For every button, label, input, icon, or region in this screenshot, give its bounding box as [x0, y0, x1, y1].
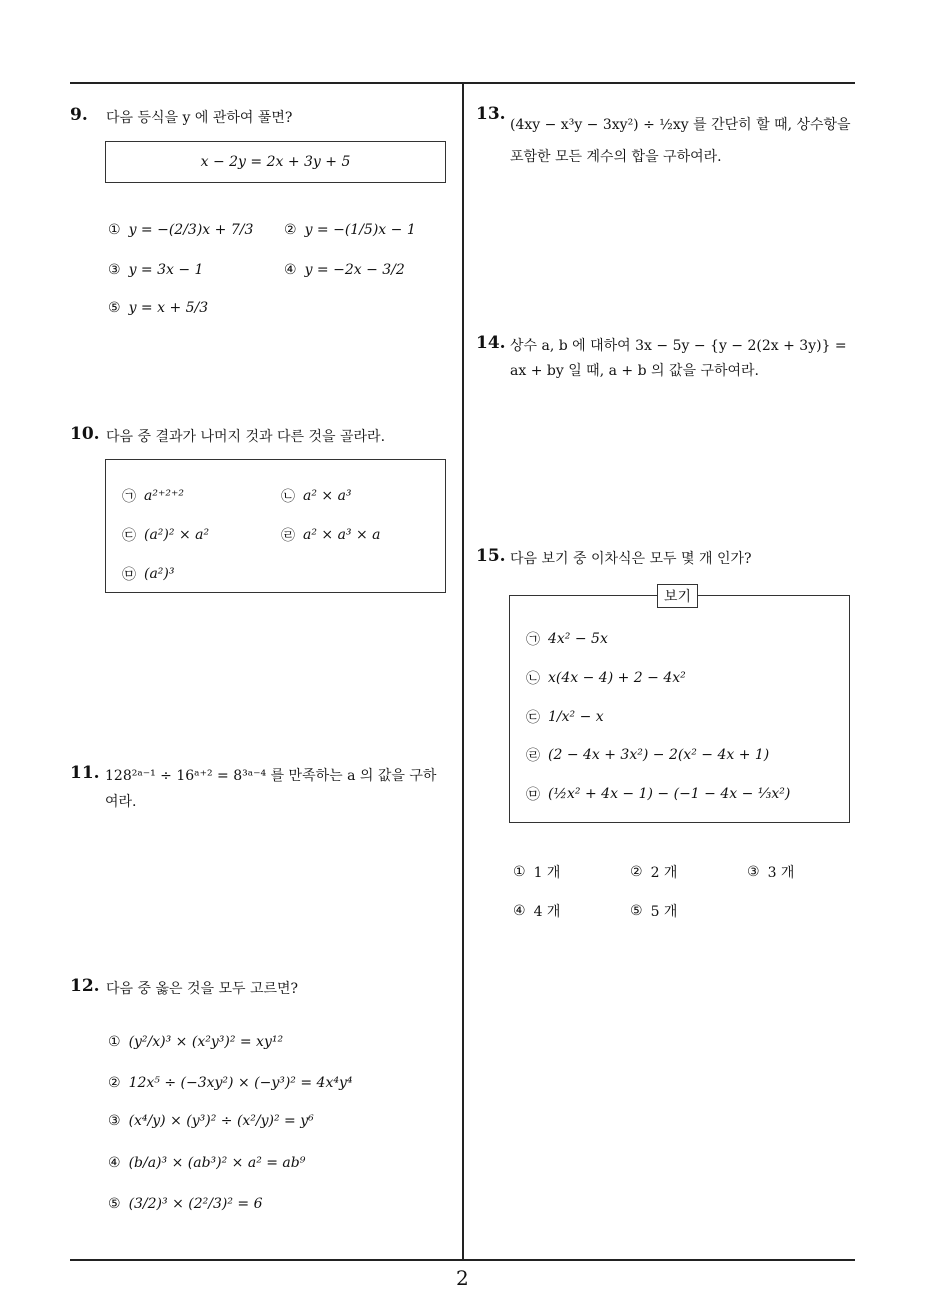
question-text-line2: 포함한 모든 계수의 합을 구하여라.: [510, 149, 722, 165]
item-2: [526, 668, 686, 688]
option-marker: ①: [108, 1034, 121, 1050]
option-expr: y = 3x − 1: [128, 262, 204, 278]
question-text-line1: (4xy − x³y − 3xy²) ÷ ½xy 를 간단히 할 때, 상수항을: [510, 117, 851, 133]
item-4: [526, 745, 769, 765]
question-text-line1: 상수 a, b 에 대하여 3x − 5y − {y − 2(2x + 3y)} =: [510, 338, 847, 354]
item-2: [281, 486, 352, 506]
option-expr: y = x + 5/3: [128, 300, 209, 316]
option-text: 1 개: [533, 865, 561, 881]
question-text: 다음 등식을 y 에 관하여 풀면?: [106, 110, 293, 126]
option-marker: ②: [284, 222, 297, 238]
option-marker: ①: [513, 864, 526, 880]
question-number: 10.: [70, 424, 100, 444]
column-divider: [462, 82, 464, 1260]
item-5: [122, 564, 175, 584]
option-expr: (x⁴/y) × (y³)² ÷ (x²/y)² = y⁶: [128, 1113, 314, 1129]
item-1: [122, 486, 184, 506]
item-marker: ㉡: [281, 489, 295, 505]
option-text: 3 개: [767, 865, 795, 881]
option-5[interactable]: [630, 901, 677, 921]
option-3[interactable]: [108, 262, 203, 278]
item-expr: a²⁺²⁺²: [144, 488, 184, 504]
item-marker: ㉠: [526, 632, 540, 648]
question-number: 13.: [476, 104, 506, 124]
item-marker: ㉡: [526, 671, 540, 687]
option-1[interactable]: [108, 222, 253, 238]
option-marker: ⑤: [108, 1196, 121, 1212]
item-expr: (½x² + 4x − 1) − (−1 − 4x − ⅓x²): [548, 786, 791, 802]
option-5[interactable]: [108, 1196, 262, 1212]
option-5[interactable]: [108, 300, 208, 316]
question-text: 다음 보기 중 이차식은 모두 몇 개 인가?: [510, 551, 752, 567]
option-expr: 12x⁵ ÷ (−3xy²) × (−y³)² = 4x⁴y⁴: [128, 1075, 353, 1091]
option-marker: ③: [747, 864, 760, 880]
bogi-label: 보기: [657, 584, 698, 608]
item-marker: ㉣: [281, 528, 295, 544]
item-marker: ㉠: [122, 489, 136, 505]
option-text: 5 개: [650, 904, 678, 920]
item-expr: 1/x² − x: [548, 709, 604, 725]
item-3: [122, 525, 209, 545]
option-2[interactable]: [284, 222, 416, 238]
option-expr: (y²/x)³ × (x²y³)² = xy¹²: [128, 1034, 284, 1050]
option-marker: ①: [108, 222, 121, 238]
question-text: 다음 중 옳은 것을 모두 고르면?: [106, 981, 299, 997]
item-marker: ㉢: [122, 528, 136, 544]
item-3: [526, 707, 604, 727]
option-marker: ⑤: [630, 903, 643, 919]
question-text-line2: ax + by 일 때, a + b 의 값을 구하여라.: [510, 363, 760, 379]
item-5: [526, 784, 790, 804]
option-marker: ②: [630, 864, 643, 880]
item-expr: (a²)³: [144, 566, 175, 582]
option-marker: ④: [108, 1155, 121, 1171]
bottom-rule: [70, 1259, 855, 1261]
item-expr: a² × a³: [303, 488, 352, 504]
option-2[interactable]: [108, 1075, 352, 1091]
option-2[interactable]: [630, 862, 677, 882]
item-4: [281, 525, 381, 545]
question-number: 11.: [70, 763, 100, 783]
option-1[interactable]: [513, 862, 560, 882]
item-expr: x(4x − 4) + 2 − 4x²: [548, 670, 686, 686]
option-expr: (b/a)³ × (ab³)² × a² = ab⁹: [128, 1155, 306, 1171]
question-text-line2: 여라.: [105, 794, 137, 810]
option-text: 4 개: [533, 904, 561, 920]
question-number: 14.: [476, 333, 506, 353]
option-expr: y = −(1/5)x − 1: [304, 222, 416, 238]
option-expr: (3/2)³ × (2²/3)² = 6: [128, 1196, 263, 1212]
equation-box: [105, 141, 446, 183]
option-text: 2 개: [650, 865, 678, 881]
item-marker: ㉣: [526, 748, 540, 764]
item-expr: a² × a³ × a: [303, 527, 381, 543]
option-expr: y = −2x − 3/2: [304, 262, 405, 278]
option-marker: ④: [513, 903, 526, 919]
page-number: 2: [456, 1266, 469, 1290]
option-1[interactable]: [108, 1034, 283, 1050]
option-marker: ③: [108, 262, 121, 278]
option-marker: ③: [108, 1113, 121, 1129]
item-marker: ㉤: [122, 567, 136, 583]
item-1: [526, 629, 608, 649]
option-marker: ②: [108, 1075, 121, 1091]
question-text-line1: 128²ᵃ⁻¹ ÷ 16ᵃ⁺² = 8³ᵃ⁻⁴ 를 만족하는 a 의 값을 구하: [105, 768, 437, 784]
option-4[interactable]: [513, 901, 560, 921]
option-expr: y = −(2/3)x + 7/3: [128, 222, 254, 238]
boxed-equation: x − 2y = 2x + 3y + 5: [200, 154, 351, 170]
question-text: 다음 중 결과가 나머지 것과 다른 것을 골라라.: [106, 429, 386, 445]
item-expr: 4x² − 5x: [548, 631, 608, 647]
question-number: 9.: [70, 105, 88, 125]
option-4[interactable]: [284, 262, 405, 278]
question-number: 12.: [70, 976, 100, 996]
item-marker: ㉤: [526, 787, 540, 803]
item-expr: (a²)² × a²: [144, 527, 210, 543]
option-marker: ⑤: [108, 300, 121, 316]
option-3[interactable]: [108, 1113, 314, 1129]
item-expr: (2 − 4x + 3x²) − 2(x² − 4x + 1): [548, 747, 770, 763]
option-4[interactable]: [108, 1155, 305, 1171]
option-3[interactable]: [747, 862, 794, 882]
question-number: 15.: [476, 546, 506, 566]
item-marker: ㉢: [526, 710, 540, 726]
option-marker: ④: [284, 262, 297, 278]
